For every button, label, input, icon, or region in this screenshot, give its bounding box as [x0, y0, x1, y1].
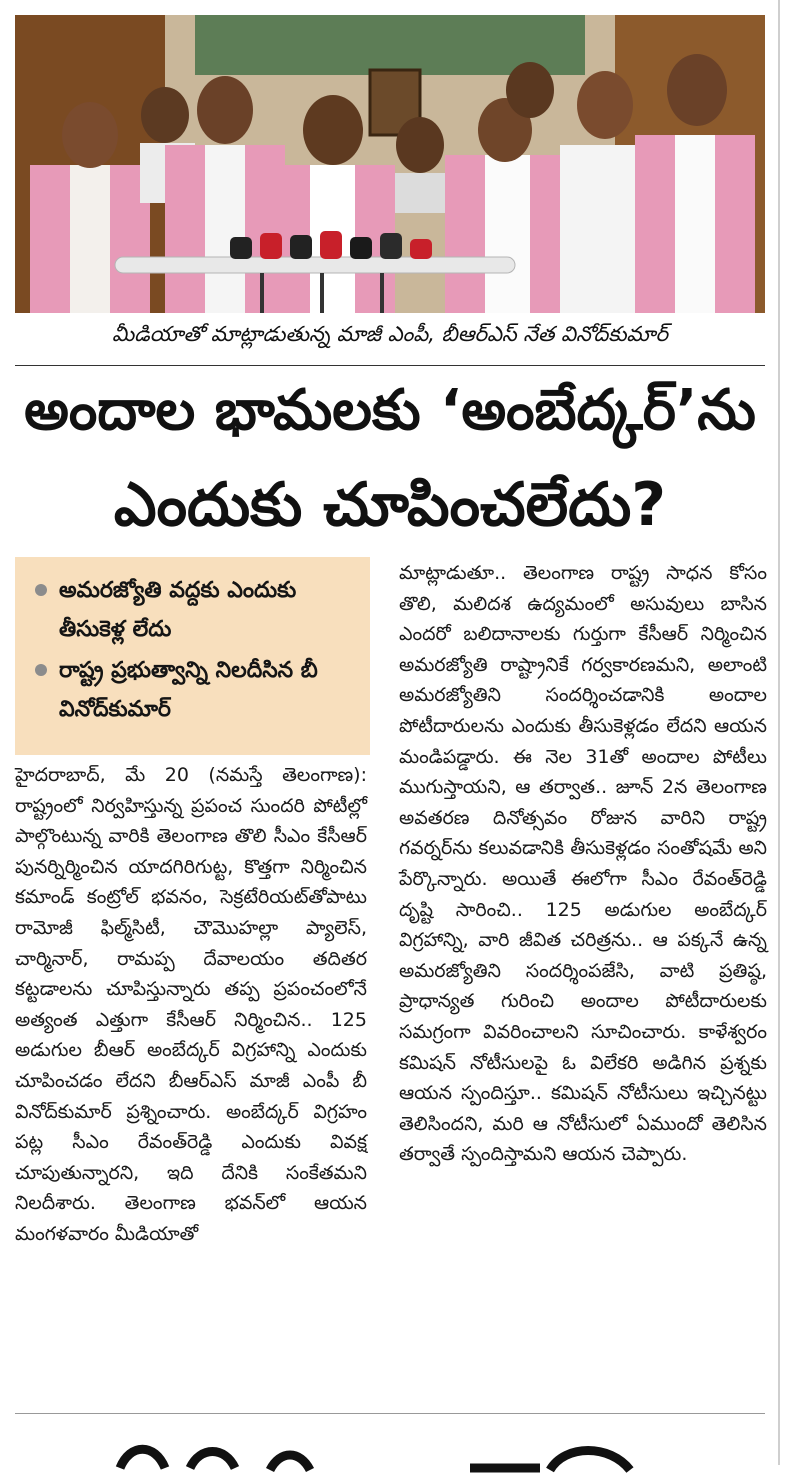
body-paragraph: హైదరాబాద్, మే 20 (నమస్తే తెలంగాణ): రాష్ట్రంలో నిర్వహిస్తున్న ప్రపంచ సుందరి పోటీల్లో పాల్గొంటున్న వారికి తెలంగాణ తొలి సీఎం కేసీఆర్ పునర్నిర్మించిన యాదగిరిగుట్ట, కొత్తగా నిర్మించిన కమాండ్ కంట్రోల్ భవనం, సెక్రటేరియట్‌తోపాటు రామోజీ ఫిల్మ్‌సిటీ, చౌమొహల్లా ప్యాలెస్, చార్మినార్, రామప్ప దేవాలయం తదితర కట్టడాలను చూపిస్తున్నారు తప్ప ప్రపంచంలోనే అత్యంత ఎత్తుగా కేసీఆర్ నిర్మించిన.. 125 అడుగుల బీఆర్ అంబేద్కర్ విగ్రహాన్ని ఎందుకు చూపించడం లేదని బీఆర్ఎస్ మాజీ ఎంపీ బీ వినోద్‌కుమార్ ప్రశ్నించారు. అంబేద్కర్ విగ్రహం పట్ల సీఎం రేవంత్‌రెడ్డి ఎందుకు వివక్ష చూపుతున్నారని, ఇది దేనికి సంకేతమని నిలదీశారు. తెలంగాణ భవన్‌లో ఆయన మంగళవారం మీడియాతో	[15, 764, 367, 1245]
body-paragraph: మాట్లాడుతూ.. తెలంగాణ రాష్ట్ర సాధన కోసం తొలి, మలిదశ ఉద్యమంలో అసువులు బాసిన ఎందరో బలిదానాలకు గుర్తుగా కేసీఆర్ నిర్మించిన అమరజ్యోతి రాష్ట్రానికే గర్వకారణమని, అలాంటి అమరజ్యోతిని సందర్శించడానికి అందాల పోటీదారులను ఎందుకు తీసుకెళ్లడం లేదని ఆయన మండిపడ్డారు. ఈ నెల 31తో అందాల పోటీలు ముగుస్తాయని, ఆ తర్వాత.. జూన్ 2న తెలంగాణ అవతరణ దినోత్సవం రోజున వారిని రాష్ట్ర గవర్నర్‌ను కలువడానికి తీసుకెళ్లడం సంతోషమే అని పేర్కొన్నారు. అయితే ఈలోగా సీఎం రేవంత్‌రెడ్డి దృష్టి సారించి.. 125 అడుగుల అంబేద్కర్ విగ్రహాన్ని, వారి జీవిత చరిత్రను.. ఆ పక్కనే ఉన్న అమరజ్యోతిని సందర్శింపజేసి, వాటి ప్రతిష్ఠ, ప్రాధాన్యత గురించి అందాల పోటీదారులకు సమగ్రంగా వివరించాలని సూచించారు. కాళేశ్వరం కమిషన్ నోటీసులపై ఓ విలేకరి అడిగిన ప్రశ్నకు ఆయన స్పందిస్తూ.. కమిషన్ నోటీసులు ఇచ్చినట్టు తెలిసిందని, మరి ఆ నోటీసులో ఏముందో తెలిసిన తర్వాతే స్పందిస్తామని ఆయన చెప్పారు.	[399, 562, 767, 1166]
headline-line-1: అందాల భామలకు ‘అంబేద్కర్’ను	[24, 378, 756, 443]
column-divider-right	[778, 0, 780, 1465]
next-article-headline-cropped	[110, 1438, 670, 1478]
highlight-item	[33, 571, 358, 649]
photo-illustration	[15, 15, 765, 313]
highlight-text: అమరజ్యోతి వద్దకు ఎందుకు తీసుకెళ్ల లేదు	[59, 578, 297, 642]
caption-divider	[15, 365, 765, 366]
article-body-left-column	[15, 760, 367, 1250]
highlight-text: రాష్ట్ర ప్రభుత్వాన్ని నిలదీసిన బీ వినోద్‌కుమార్	[59, 658, 318, 722]
headline-line-2: ఎందుకు చూపించలేదు?	[113, 470, 667, 540]
highlight-item	[33, 651, 358, 729]
bullet-icon	[35, 664, 47, 676]
press-conference-photo	[15, 15, 765, 313]
bullet-icon	[35, 584, 47, 596]
article-bottom-divider	[15, 1413, 765, 1414]
photo-caption: మీడియాతో మాట్లాడుతున్న మాజీ ఎంపీ, బీఆర్ఎస్ నేత వినోద్‌కుమార్	[112, 322, 668, 346]
article-body-right-column	[399, 558, 767, 1170]
highlights-box	[15, 557, 370, 755]
